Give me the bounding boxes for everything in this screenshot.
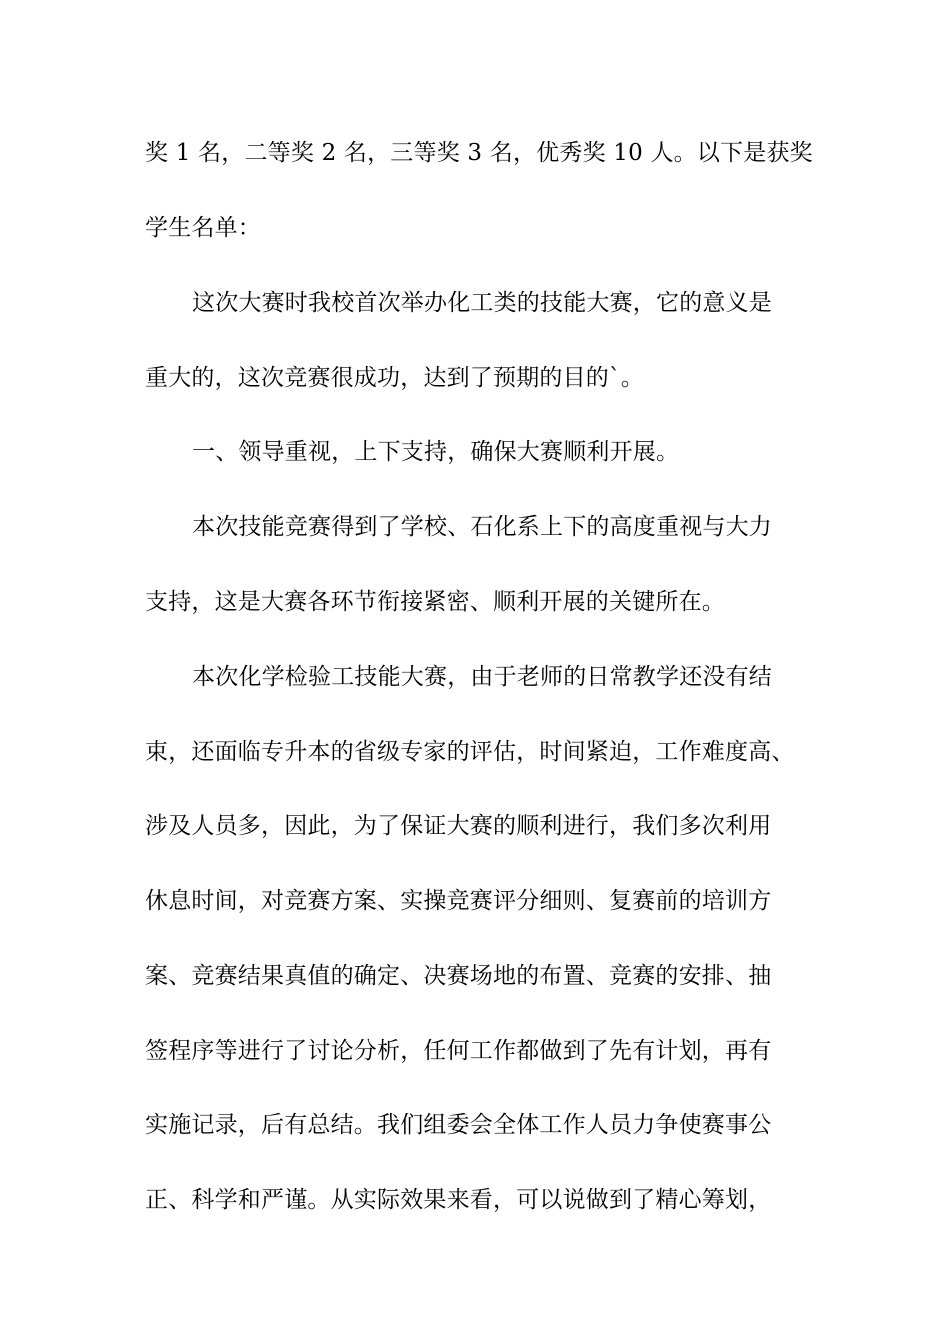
paragraph-start: 这次大赛时我校首次举办化工类的技能大赛，它的意义是 bbox=[192, 290, 772, 316]
text-line: 休息时间，对竞赛方案、实操竞赛评分细则、复赛前的培训方 bbox=[145, 888, 772, 914]
text-line: 正、科学和严谨。从实际效果来看，可以说做到了精心筹划， bbox=[145, 1187, 772, 1213]
text-line: 签程序等进行了讨论分析，任何工作都做到了先有计划，再有 bbox=[145, 1038, 772, 1064]
paragraph-start: 本次化学检验工技能大赛，由于老师的日常教学还没有结 bbox=[192, 664, 772, 690]
text-line: 重大的，这次竞赛很成功，达到了预期的目的`。 bbox=[145, 365, 644, 391]
text-line: 奖 1 名，二等奖 2 名，三等奖 3 名，优秀奖 10 人。以下是获奖 bbox=[145, 140, 813, 166]
text-line: 学生名单： bbox=[145, 215, 261, 241]
text-line: 涉及人员多，因此，为了保证大赛的顺利进行，我们多次利用 bbox=[145, 813, 772, 839]
text-line: 案、竞赛结果真值的确定、决赛场地的布置、竞赛的安排、抽 bbox=[145, 963, 772, 989]
paragraph-start: 本次技能竞赛得到了学校、石化系上下的高度重视与大力 bbox=[192, 514, 772, 540]
section-heading: 一、领导重视，上下支持，确保大赛顺利开展。 bbox=[192, 439, 680, 465]
text-line: 束，还面临专升本的省级专家的评估，时间紧迫，工作难度高、 bbox=[145, 739, 795, 765]
text-line: 实施记录，后有总结。我们组委会全体工作人员力争使赛事公 bbox=[145, 1112, 772, 1138]
text-line: 支持，这是大赛各环节衔接紧密、顺利开展的关键所在。 bbox=[145, 589, 725, 615]
